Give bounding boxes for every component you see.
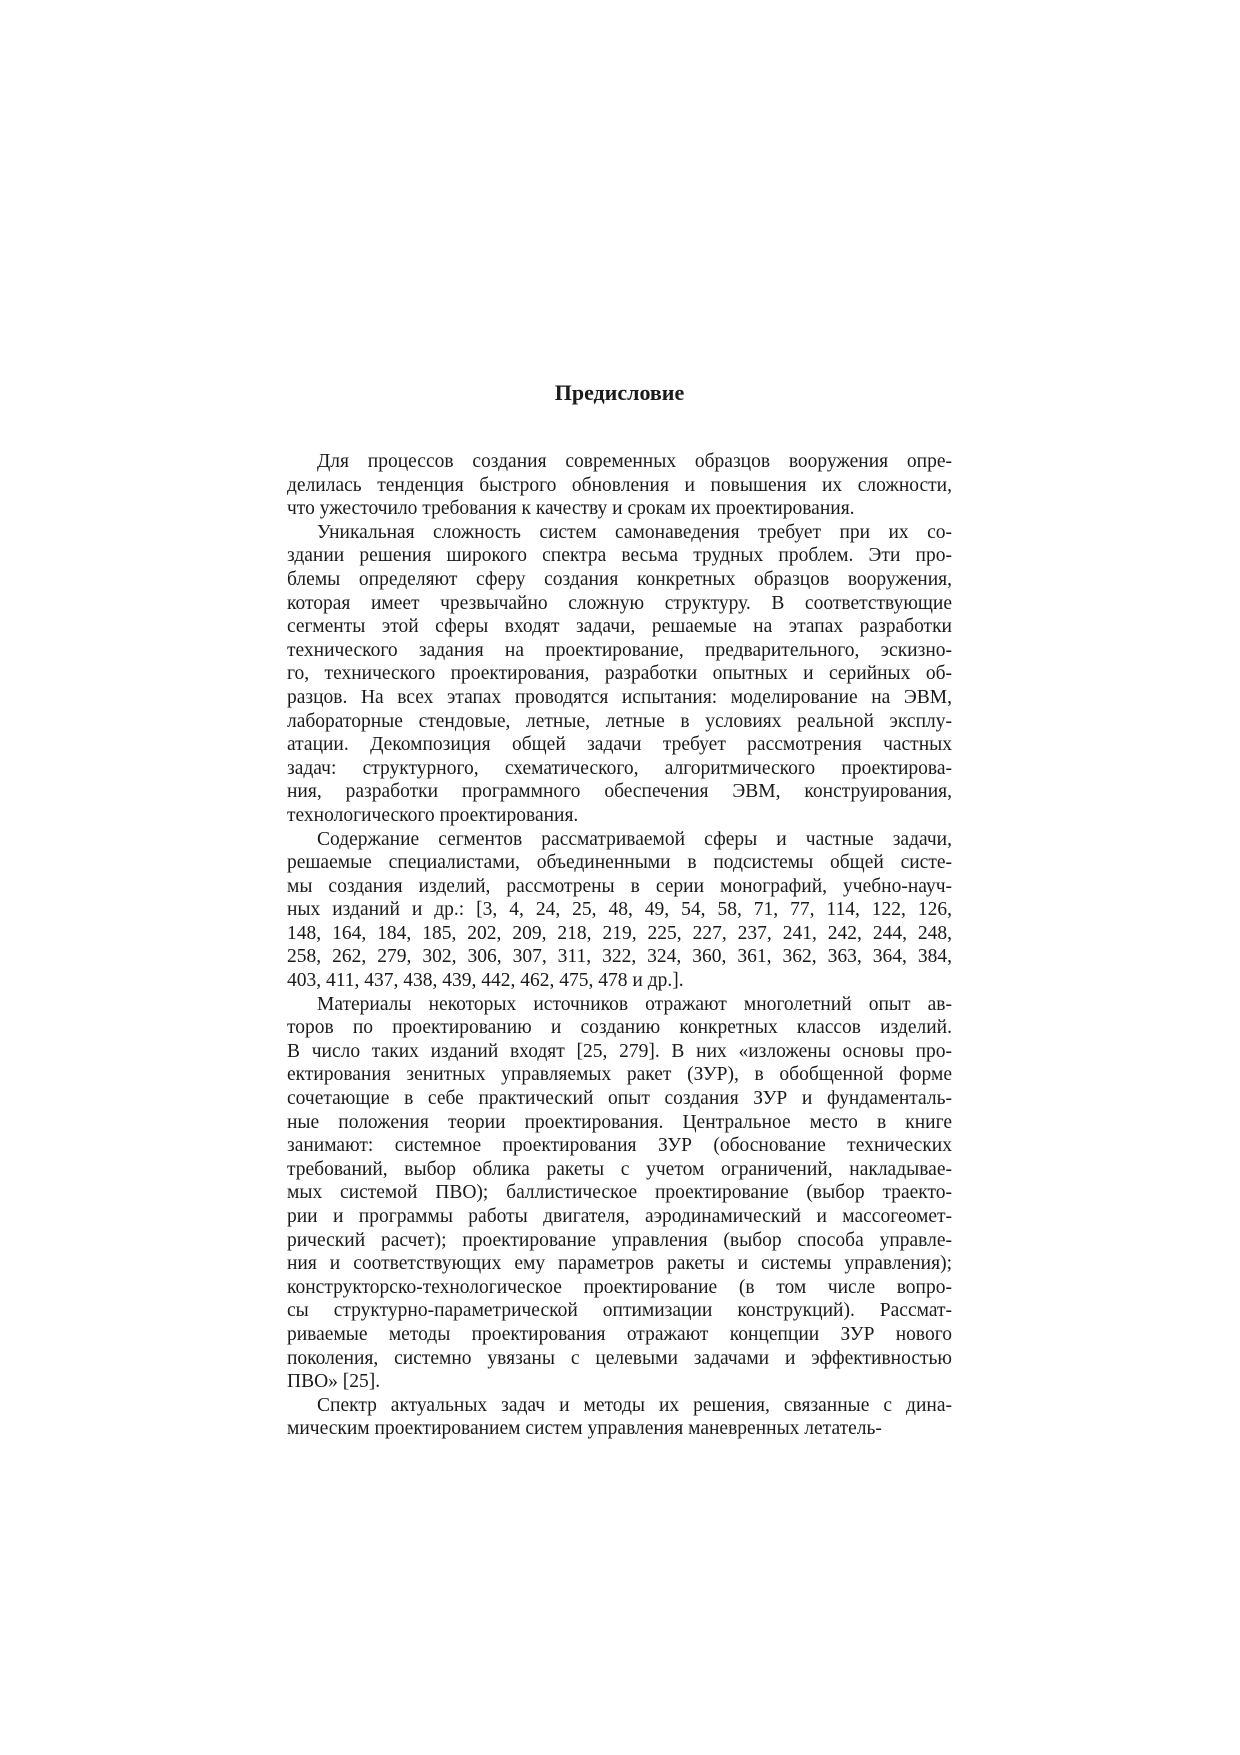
text-line: сы структурно-параметрической оптимизации конструкций). Рассмат- [287, 1300, 952, 1322]
text-line: ния, разработки программного обеспечения ЭВМ, конструирования, [287, 781, 952, 803]
text-line: блемы определяют сферу создания конкретных образцов вооружения, [287, 568, 952, 590]
text-line: делилась тенденция быстрого обновления и повышения их сложности, [287, 474, 952, 496]
paragraph [287, 521, 952, 828]
text-line: го, технического проектирования, разработки опытных и серийных об- [287, 663, 952, 685]
text-line: сегменты этой сферы входят задачи, решаемые на этапах разработки [287, 616, 952, 638]
text-line: Содержание сегментов рассматриваемой сферы и частные задачи, [317, 828, 952, 850]
text-line: Материалы некоторых источников отражают многолетний опыт ав- [317, 993, 952, 1015]
text-line: ные положения теории проектирования. Центральное место в книге [287, 1111, 952, 1133]
text-line: разцов. На всех этапах проводятся испытания: моделирование на ЭВМ, [287, 686, 952, 708]
text-line: конструкторско-технологическое проектирование (в том числе вопро- [287, 1276, 952, 1298]
text-line: сочетающие в себе практический опыт создания ЗУР и фундаменталь- [287, 1088, 952, 1110]
text-line: В число таких изданий входят [25, 279]. В них «изложены основы про- [287, 1040, 952, 1062]
text-line: атации. Декомпозиция общей задачи требует рассмотрения частных [287, 734, 952, 756]
text-line: требований, выбор облика ракеты с учетом ограничений, накладывае- [287, 1158, 952, 1180]
text-line: 403, 411, 437, 438, 439, 442, 462, 475, 478 и др.]. [287, 970, 684, 992]
text-line: ПВО» [25]. [287, 1371, 381, 1393]
text-line: ных изданий и др.: [3, 4, 24, 25, 48, 49, 54, 58, 71, 77, 114, 122, 126, [287, 899, 952, 921]
text-line: рии и программы работы двигателя, аэродинамический и массогеомет- [287, 1206, 952, 1227]
page-title: Предисловие [554, 380, 685, 405]
paragraph [287, 993, 952, 1394]
text-line: ектирования зенитных управляемых ракет (ЗУР), в обобщенной форме [287, 1064, 952, 1086]
text-line: поколения, системно увязаны с целевыми задачами и эффективностью [287, 1347, 952, 1369]
text-line: Уникальная сложность систем самонаведения требует при их со- [317, 521, 952, 543]
text-line: лабораторные стендовые, летные, летные в условиях реальной эксплу- [287, 710, 952, 732]
text-line: ния и соответствующих ему параметров ракеты и системы управления); [287, 1253, 952, 1275]
text-line: здании решения широкого спектра весьма трудных проблем. Эти про- [287, 545, 952, 567]
text-line: которая имеет чрезвычайно сложную структуру. В соответствующие [287, 592, 952, 614]
text-line: решаемые специалистами, объединенными в подсистемы общей систе- [287, 852, 952, 874]
text-line: технического задания на проектирование, предварительного, эскизно- [287, 639, 952, 661]
text-line: 148, 164, 184, 185, 202, 209, 218, 219, 225, 227, 237, 241, 242, 244, 248, [287, 922, 952, 944]
text-line: рический расчет); проектирование управления (выбор способа управле- [287, 1229, 952, 1251]
text-line: мых системой ПВО); баллистическое проектирование (выбор траекто- [287, 1182, 952, 1204]
text-line: мы создания изделий, рассмотрены в серии монографий, учебно-науч- [287, 875, 952, 897]
text-line: Для процессов создания современных образцов вооружения опре- [317, 451, 952, 472]
paragraph [287, 450, 952, 521]
text-line: что ужесточило требования к качеству и срокам их проектирования. [287, 498, 855, 520]
text-line: 258, 262, 279, 302, 306, 307, 311, 322, 324, 360, 361, 362, 363, 364, 384, [287, 946, 952, 968]
paragraph [287, 828, 952, 993]
text-line: Спектр актуальных задач и методы их решения, связанные с дина- [317, 1394, 952, 1416]
text-line: задач: структурного, схематического, алгоритмического проектирова- [287, 757, 952, 779]
text-line: занимают: системное проектирования ЗУР (обоснование технических [287, 1135, 952, 1157]
text-line: мическим проектированием систем управления маневренных летатель- [287, 1418, 882, 1440]
paragraph [287, 1394, 952, 1441]
body-text [287, 450, 952, 1441]
text-line: технологического проектирования. [287, 804, 579, 826]
text-line: торов по проектированию и созданию конкретных классов изделий. [287, 1017, 952, 1039]
text-line: риваемые методы проектирования отражают концепции ЗУР нового [287, 1323, 952, 1345]
